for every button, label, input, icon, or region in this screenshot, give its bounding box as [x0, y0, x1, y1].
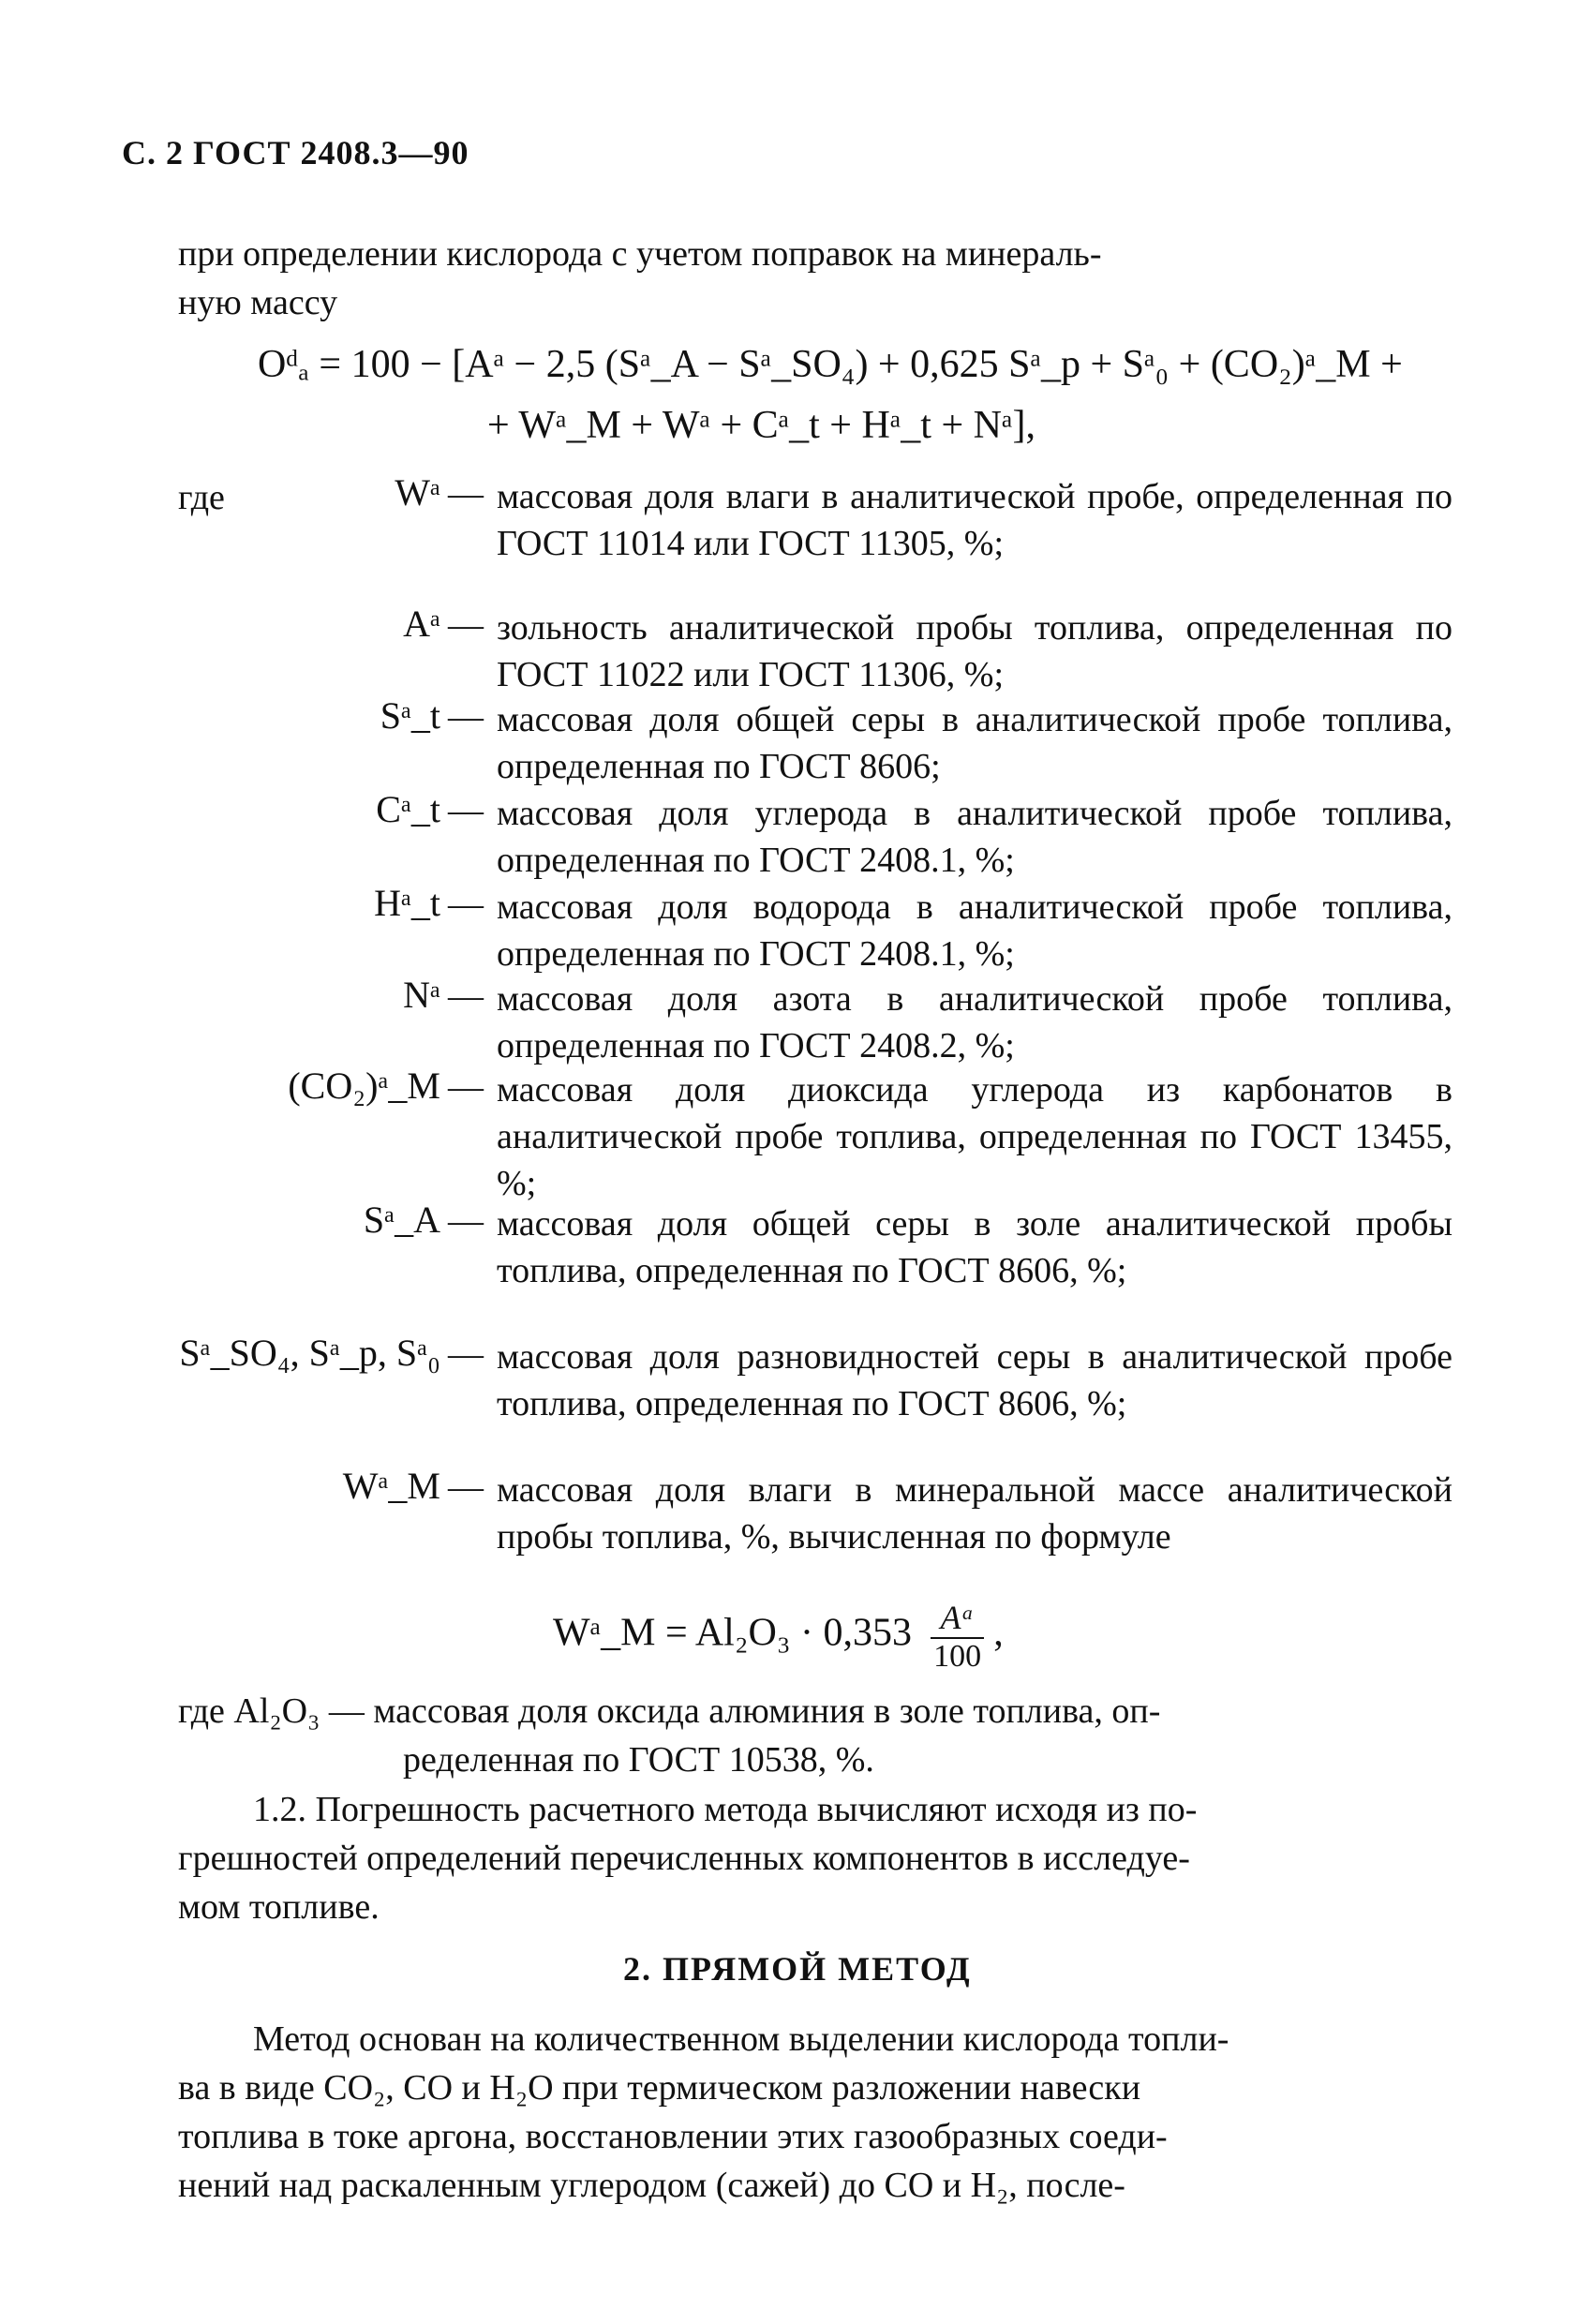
- method-line-2: ва в виде CO₂, CO и H₂O при термическом разложении навески: [178, 2068, 1141, 2108]
- def-symbol-5: Hᵃ_t: [374, 882, 440, 924]
- intro-line-1: при определении кислорода с учетом поправок на минераль-: [178, 234, 1102, 274]
- formula-wm-denominator: 100: [933, 1639, 982, 1674]
- def-symbol-3: Sᵃ_t: [380, 694, 440, 737]
- def-text-1: массовая доля влаги в аналитической пробе, определенная по ГОСТ 11014 или ГОСТ 11305, %;: [497, 477, 1452, 563]
- def-symbol-4: Cᵃ_t: [376, 788, 440, 830]
- page-header: С. 2 ГОСТ 2408.3—90: [122, 134, 469, 171]
- def-dash: —: [448, 1201, 484, 1241]
- def-text-8: массовая доля общей серы в золе аналитической пробы топлива, определенная по ГОСТ 8606, %;: [497, 1204, 1452, 1290]
- def-text-4: массовая доля углерода в аналитической пробе топлива, определенная по ГОСТ 2408.1, %;: [497, 794, 1452, 880]
- def-dash: —: [448, 1334, 484, 1374]
- def-dash: —: [448, 1067, 484, 1107]
- def-text-6: массовая доля азота в аналитической пробе топлива, определенная по ГОСТ 2408.2, %;: [497, 979, 1452, 1065]
- method-line-1: Метод основан на количественном выделении кислорода топли-: [253, 2019, 1229, 2059]
- def-symbol-6: Nᵃ: [403, 974, 440, 1016]
- formula-wm: [553, 1598, 1004, 1675]
- def-symbol-9: Sᵃ_SO₄, Sᵃ_p, Sᵃ₀: [179, 1332, 440, 1374]
- method-line-3: топлива в токе аргона, восстановлении этих газообразных соеди-: [178, 2117, 1168, 2156]
- formula-wm-fraction: [931, 1598, 983, 1675]
- p12-line-1: 1.2. Погрешность расчетного метода вычисляют исходя из по-: [253, 1790, 1198, 1829]
- def-symbol-7: (CO₂)ᵃ_M: [288, 1065, 440, 1107]
- formula-wm-tail: ,: [993, 1611, 1004, 1655]
- def-dash: —: [448, 885, 484, 924]
- p12-line-3: мом топливе.: [178, 1887, 380, 1927]
- def-dash: —: [448, 1467, 484, 1507]
- formula-main-line-2: + Wᵃ_M + Wᵃ + Cᵃ_t + Hᵃ_t + Nᵃ],: [487, 404, 1035, 447]
- def-symbol-2: Aᵃ: [403, 603, 440, 645]
- def-text-10: массовая доля влаги в минеральной массе аналитической пробы топлива, %, вычисленная по формуле: [497, 1470, 1452, 1557]
- def-dash: —: [448, 697, 484, 737]
- p12-line-2: грешностей определений перечисленных компонентов в исследуе-: [178, 1839, 1190, 1878]
- formula-wm-lhs: Wᵃ_M = Al₂O₃ · 0,353: [553, 1611, 912, 1655]
- al2o3-line-2: ределенная по ГОСТ 10538, %.: [403, 1740, 874, 1780]
- def-dash: —: [448, 976, 484, 1016]
- formula-wm-numerator: Aᵃ: [931, 1598, 983, 1639]
- def-symbol-8: Sᵃ_A: [363, 1199, 440, 1241]
- def-dash: —: [448, 605, 484, 645]
- def-text-3: массовая доля общей серы в аналитической пробе топлива, определенная по ГОСТ 8606;: [497, 700, 1452, 786]
- def-dash: —: [448, 474, 484, 514]
- def-text-9: массовая доля разновидностей серы в аналитической пробе топлива, определенная по ГОСТ 8606, %;: [497, 1337, 1452, 1423]
- where-label: где: [178, 478, 225, 517]
- intro-line-2: ную массу: [178, 283, 338, 322]
- al2o3-line-1: где Al₂O₃ — массовая доля оксида алюминия в золе топлива, оп-: [178, 1691, 1161, 1731]
- method-line-4: нений над раскаленным углеродом (сажей) до CO и H₂, после-: [178, 2166, 1125, 2205]
- def-text-2: зольность аналитической пробы топлива, определенная по ГОСТ 11022 или ГОСТ 11306, %;: [497, 608, 1452, 694]
- section-heading: 2. ПРЯМОЙ МЕТОД: [623, 1950, 972, 1988]
- formula-main-line-1: Oᵈₐ = 100 − [Aᵃ − 2,5 (Sᵃ_A − Sᵃ_SO₄) + 0,625 Sᵃ_p + Sᵃ₀ + (CO₂)ᵃ_M +: [258, 343, 1403, 386]
- def-text-5: массовая доля водорода в аналитической пробе топлива, определенная по ГОСТ 2408.1, %;: [497, 887, 1452, 974]
- def-symbol-1: Wᵃ: [395, 471, 440, 514]
- def-text-7: массовая доля диоксида углерода из карбонатов в аналитической пробе топлива, определенная по ГОСТ 13455, %;: [497, 1070, 1452, 1203]
- def-dash: —: [448, 791, 484, 830]
- def-symbol-10: Wᵃ_M: [342, 1465, 440, 1507]
